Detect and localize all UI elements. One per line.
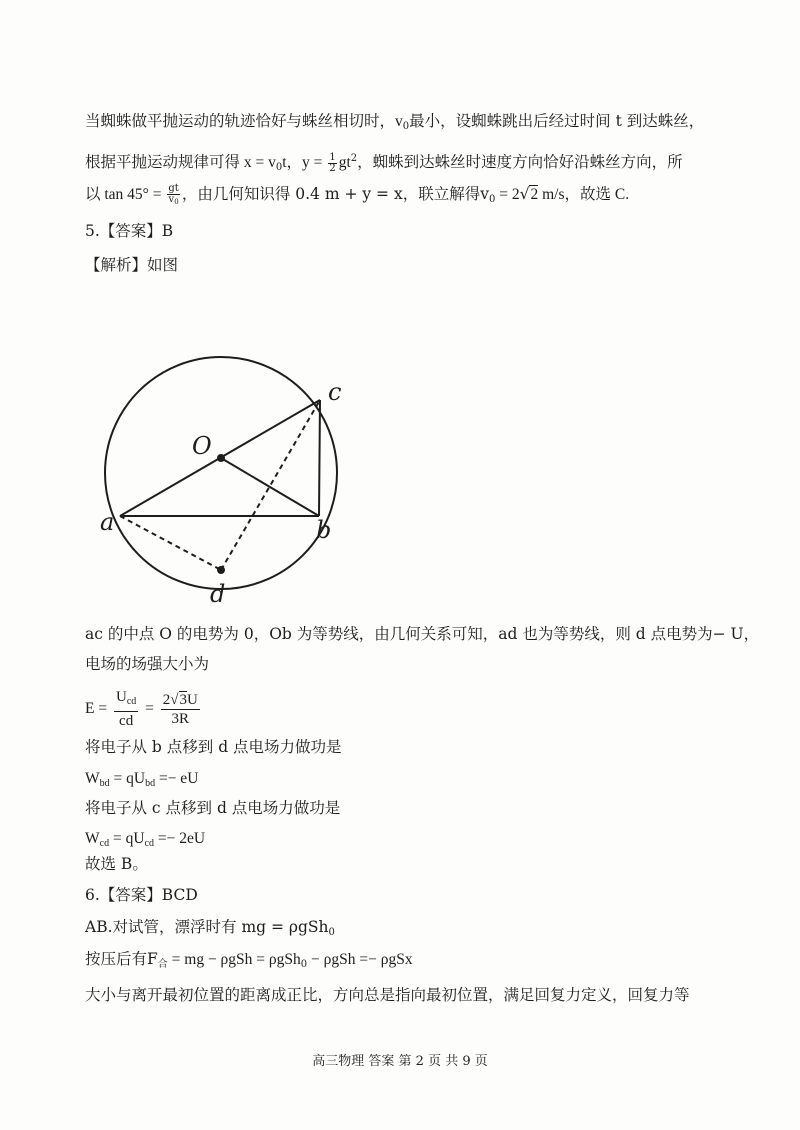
q4-line-1: 当蜘蛛做平抛运动的轨迹恰好与蛛丝相切时，$v_0$最小，设蜘蛛跳出后经过时间 t 到达蛛丝， [85,112,705,132]
q5-line-2: 电场的场强大小为 [85,655,210,673]
dashed-segment-cd [221,400,320,570]
dashed-segment-ad [120,516,221,570]
field-strength-fraction: $\frac{2√3U}{3R}$ [162,691,198,727]
point-d [217,566,225,574]
label-O: O [192,432,212,460]
page-footer: 高三物理 答案 第 2 页 共 9 页 [312,1054,488,1069]
q5-line-1: ac 的中点 O 的电势为 0，Ob 为等势线，由几何关系可知，ad 也为等势线，则 d 点电势为− U， [85,625,760,643]
q6-line-3: 大小与离开最初位置的距离成正比，方向总是指向最初位置，满足回复力定义，回复力等 [85,986,690,1004]
q5-line-3: 将电子从 b 点移到 d 点电场力做功是 [85,738,342,756]
q5-conclusion: 故选 B。 [85,855,148,873]
segment-Ob [221,458,319,516]
half-fraction: $\frac{1}{2}$ [329,151,336,174]
q4-line-3: 以 tan 45° = $\frac{gt}{v_0}$ ，由几何知识得 0.4 m + y = x，联立解得$v_0 = 2√2$ m/s，故选 C. [85,182,630,206]
Ucd-over-cd-fraction: $\frac{U_{cd}}{cd}$ [115,689,137,729]
gt-over-v0-fraction: $\frac{gt}{v_0}$ [168,182,179,206]
q5-line-4: 将电子从 c 点移到 d 点电场力做功是 [85,799,341,817]
label-d: d [210,580,226,608]
point-O [217,454,225,462]
q5-equation-Wbd: $W_{bd} = qU_{bd}$ =− eU [85,770,199,789]
q6-line-1: AB.对试管，漂浮时有 mg = ρgSh$_0$ [85,918,335,938]
q5-answer: 5.【答案】B [85,222,174,240]
q6-answer: 6.【答案】BCD [85,886,198,904]
circle-geometry-diagram [90,330,380,610]
q4-line-2: 根据平抛运动规律可得 $x = v_0t$，y = $\frac{1}{2}$ $gt^2$，蜘蛛到达蛛丝时速度方向恰好沿蛛丝方向，所 [85,151,683,174]
q5-analysis-heading: 【解析】如图 [85,256,179,274]
label-b: b [316,516,332,544]
q6-line-2: 按压后有$F_合$ = mg − ρgSh = ρgSh$_0$ − ρgSh =− ρgSx [85,950,413,970]
sqrt-symbol: √ [519,185,530,203]
label-c: c [328,378,342,406]
label-a: a [100,508,115,536]
segment-bc [319,400,320,516]
q5-equation-E: E = $\frac{U_{cd}}{cd}$ = $\frac{2√3U}{3R}$ [85,689,198,729]
circle-outline [105,357,337,589]
q5-equation-Wcd: $W_{cd} = qU_{cd} =- 2eU$ [85,830,206,849]
